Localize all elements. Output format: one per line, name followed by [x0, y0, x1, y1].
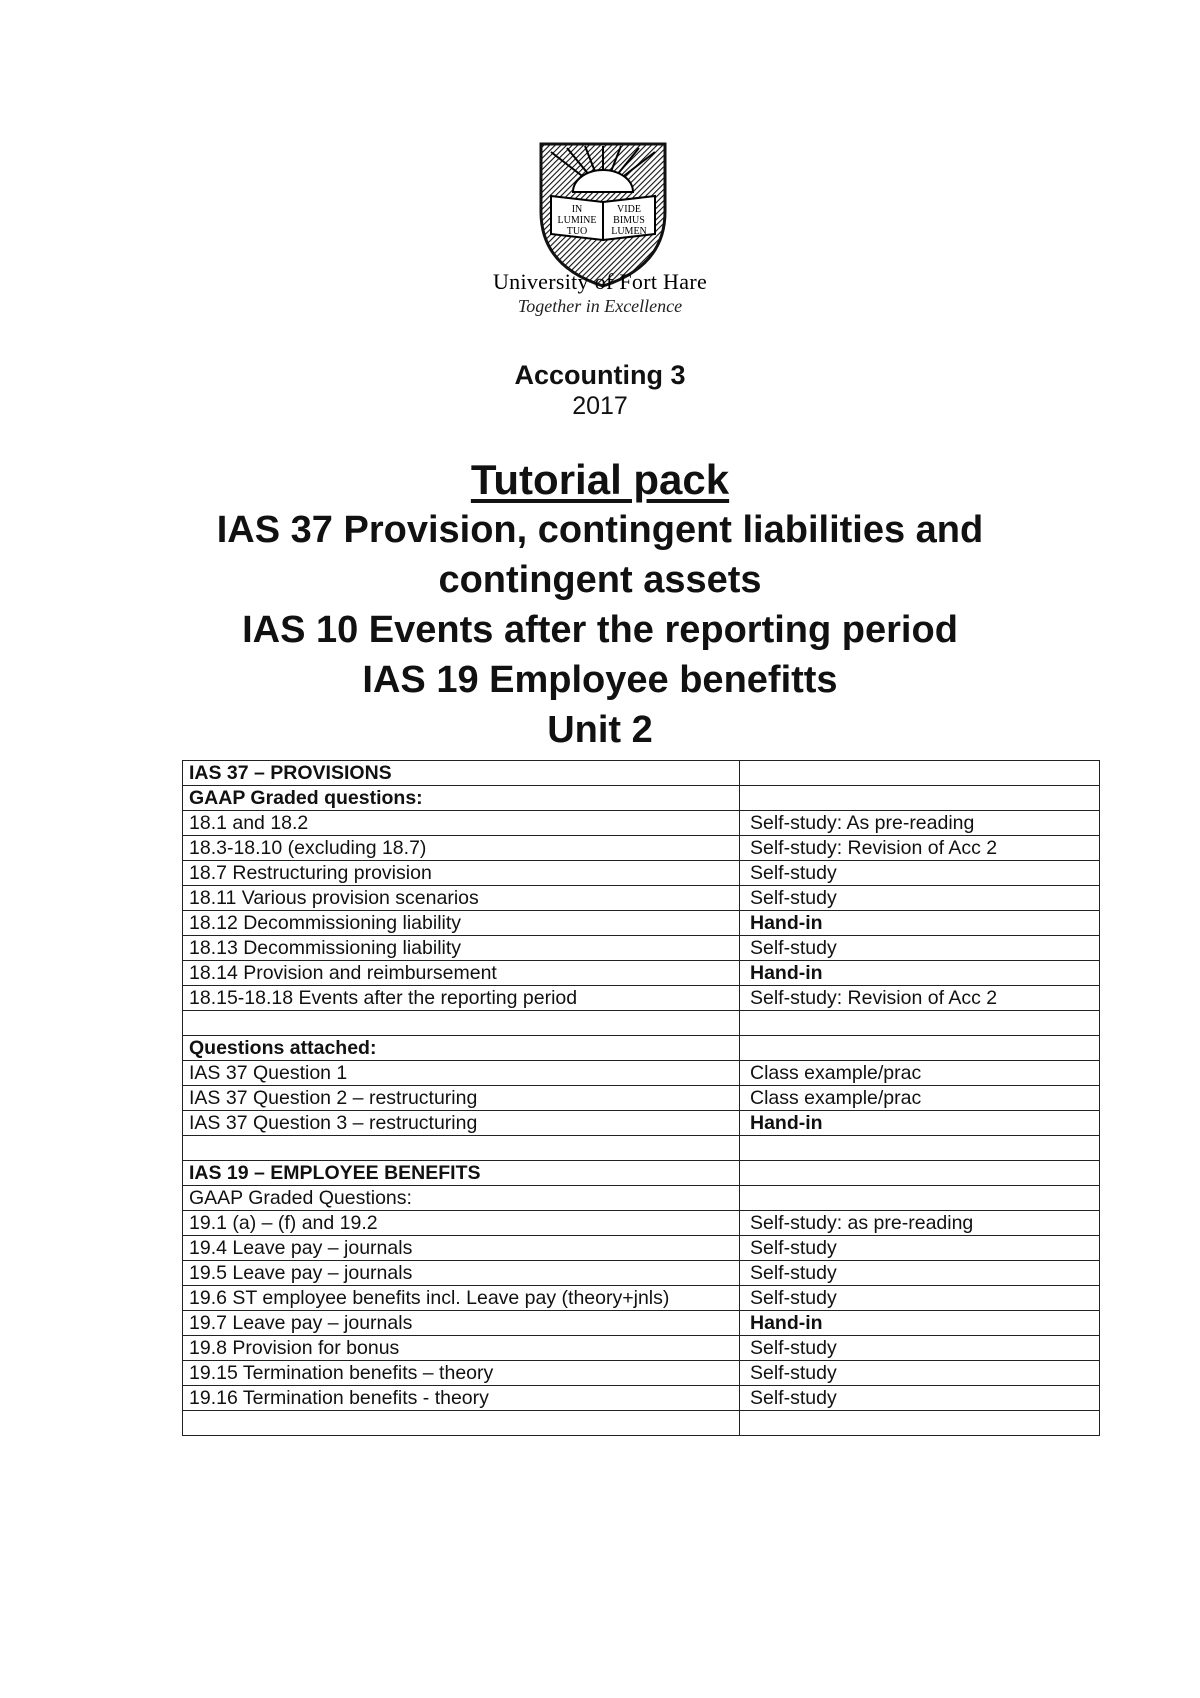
activity-cell: Hand-in [740, 1111, 1100, 1136]
table-row [183, 1011, 1100, 1036]
question-cell: 19.5 Leave pay – journals [183, 1261, 740, 1286]
title-line-ias19: IAS 19 Employee benefitts [362, 659, 838, 701]
activity-cell: Class example/prac [740, 1086, 1100, 1111]
table-row [183, 1111, 1100, 1136]
activity-cell: Self-study [740, 1386, 1100, 1411]
course-name: Accounting 3 [514, 360, 686, 390]
svg-text:VIDE: VIDE [617, 204, 641, 215]
table-row [183, 1036, 1100, 1061]
question-cell: 19.1 (a) – (f) and 19.2 [183, 1211, 740, 1236]
table-row [183, 811, 1100, 836]
activity-cell: Self-study: As pre-reading [740, 811, 1100, 836]
table-row [183, 836, 1100, 861]
question-cell: 18.3-18.10 (excluding 18.7) [183, 836, 740, 861]
question-cell: IAS 19 – EMPLOYEE BENEFITS [183, 1161, 740, 1186]
question-cell: IAS 37 Question 2 – restructuring [183, 1086, 740, 1111]
question-cell: 18.14 Provision and reimbursement [183, 961, 740, 986]
table-row [183, 1361, 1100, 1386]
table-row [183, 936, 1100, 961]
svg-text:BIMUS: BIMUS [613, 215, 645, 226]
activity-cell: Self-study [740, 1286, 1100, 1311]
activity-cell [740, 1011, 1100, 1036]
table-row [183, 1286, 1100, 1311]
question-cell: Questions attached: [183, 1036, 740, 1061]
activity-cell [740, 1186, 1100, 1211]
table-row [183, 1136, 1100, 1161]
table-row [183, 1186, 1100, 1211]
activity-cell [740, 1136, 1100, 1161]
question-cell [183, 1136, 740, 1161]
table-row [183, 1336, 1100, 1361]
activity-cell: Hand-in [740, 961, 1100, 986]
activity-cell: Self-study [740, 861, 1100, 886]
activity-cell: Self-study: as pre-reading [740, 1211, 1100, 1236]
table-row [183, 1311, 1100, 1336]
svg-text:LUMINE: LUMINE [557, 215, 597, 226]
question-cell: IAS 37 Question 1 [183, 1061, 740, 1086]
question-cell: 19.6 ST employee benefits incl. Leave pay (theory+jnls) [183, 1286, 740, 1311]
table-row [183, 1161, 1100, 1186]
question-cell [183, 1411, 740, 1436]
question-cell: GAAP Graded Questions: [183, 1186, 740, 1211]
title-line-ias10: IAS 10 Events after the reporting period [242, 609, 958, 651]
table-row [183, 886, 1100, 911]
university-crest-logo [537, 140, 669, 288]
activity-cell [740, 1161, 1100, 1186]
activity-cell: Self-study: Revision of Acc 2 [740, 986, 1100, 1011]
table-row [183, 861, 1100, 886]
activity-cell: Self-study [740, 886, 1100, 911]
table-row [183, 1211, 1100, 1236]
table-row [183, 761, 1100, 786]
question-cell: 18.11 Various provision scenarios [183, 886, 740, 911]
activity-cell: Self-study [740, 1361, 1100, 1386]
activity-cell: Self-study [740, 1236, 1100, 1261]
svg-text:IN: IN [571, 204, 583, 215]
university-motto: Together in Excellence [517, 296, 683, 316]
question-cell: IAS 37 Question 3 – restructuring [183, 1111, 740, 1136]
table-row [183, 1386, 1100, 1411]
table-row [183, 786, 1100, 811]
course-year: 2017 [572, 392, 628, 420]
tutorial-schedule-table [182, 760, 1100, 1436]
title-line-ias37-cont: contingent assets [438, 559, 762, 601]
question-cell: IAS 37 – PROVISIONS [183, 761, 740, 786]
activity-cell: Self-study [740, 1336, 1100, 1361]
table-row [183, 986, 1100, 1011]
question-cell: 19.8 Provision for bonus [183, 1336, 740, 1361]
question-cell: 18.13 Decommissioning liability [183, 936, 740, 961]
table-row [183, 1411, 1100, 1436]
title-block [0, 455, 1200, 755]
activity-cell: Self-study: Revision of Acc 2 [740, 836, 1100, 861]
question-cell: 18.1 and 18.2 [183, 811, 740, 836]
question-cell: GAAP Graded questions: [183, 786, 740, 811]
table-row [183, 911, 1100, 936]
table-row [183, 1086, 1100, 1111]
activity-cell [740, 1411, 1100, 1436]
question-cell: 18.12 Decommissioning liability [183, 911, 740, 936]
university-name: University of Fort Hare [492, 269, 708, 294]
question-cell: 18.15-18.18 Events after the reporting period [183, 986, 740, 1011]
table-row [183, 1236, 1100, 1261]
tutorial-pack-title: Tutorial pack [470, 456, 730, 503]
activity-cell [740, 786, 1100, 811]
question-cell [183, 1011, 740, 1036]
question-cell: 19.4 Leave pay – journals [183, 1236, 740, 1261]
activity-cell [740, 761, 1100, 786]
question-cell: 18.7 Restructuring provision [183, 861, 740, 886]
question-cell: 19.15 Termination benefits – theory [183, 1361, 740, 1386]
table-row [183, 1261, 1100, 1286]
activity-cell: Hand-in [740, 1311, 1100, 1336]
question-cell: 19.7 Leave pay – journals [183, 1311, 740, 1336]
title-line-ias37: IAS 37 Provision, contingent liabilities and [216, 509, 984, 551]
activity-cell: Class example/prac [740, 1061, 1100, 1086]
svg-text:LUMEN: LUMEN [611, 226, 647, 237]
table-row [183, 1061, 1100, 1086]
activity-cell: Hand-in [740, 911, 1100, 936]
table-row [183, 961, 1100, 986]
activity-cell [740, 1036, 1100, 1061]
svg-text:TUO: TUO [566, 226, 588, 237]
activity-cell: Self-study [740, 936, 1100, 961]
question-cell: 19.16 Termination benefits - theory [183, 1386, 740, 1411]
title-line-unit: Unit 2 [547, 709, 653, 751]
activity-cell: Self-study [740, 1261, 1100, 1286]
